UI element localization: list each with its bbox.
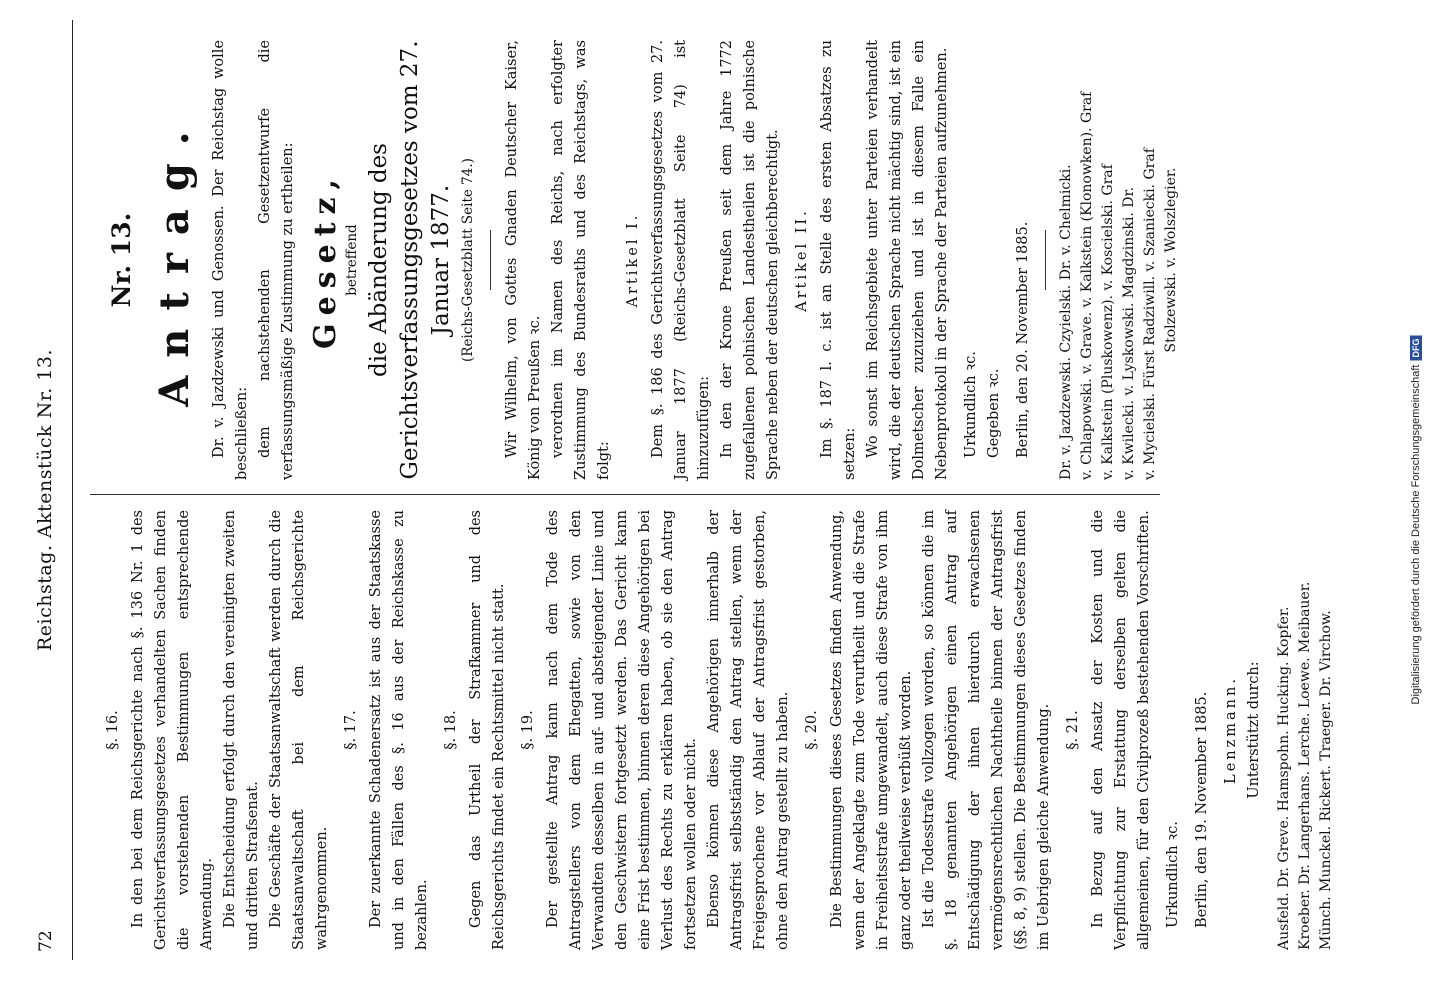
running-title: Reichstag. Aktenstück Nr. 13. bbox=[34, 348, 56, 652]
document-number: Nr. 13. bbox=[107, 212, 136, 308]
section-heading: §. 20. bbox=[804, 710, 820, 750]
gegeben-line: Gegeben ꝛc. bbox=[986, 368, 1002, 458]
paragraph: Gegen das Urtheil der Strafkammer und des Reichsgerichts findet ein Rechtsmittel nicht statt. bbox=[468, 510, 507, 950]
running-header bbox=[30, 0, 70, 1000]
paragraph: Dem §. 186 des Gerichtsverfassungsgesetzes vom 27. Januar 1877 (Reichs-Gesetzblatt Seite 74) ist hinzuzufügen: bbox=[650, 40, 712, 480]
law-title: die Abänderung des Gerichtsverfassungsgesetzes vom 27. Januar 1877. bbox=[366, 40, 454, 480]
section-heading: §. 18. bbox=[443, 710, 459, 750]
names-line: Kroeber. Dr. Langerhans. Lerche. Loewe. Meibauer. bbox=[1297, 581, 1313, 950]
paragraph: Der gestellte Antrag kann nach dem Tode des Antragstellers von dem Ehegatten, sowie von den Verwandten desselben in auf- und absteigender Linie und den Geschwistern fortgesetzt werden. Das Gericht kann eine Frist bestimmen, binnen deren diese Angehörigen bei Verlust des Rechts zu erklären haben, ob sie den Antrag fortsetzen wollen oder nicht. bbox=[545, 510, 699, 950]
article-heading: Artikel II. bbox=[794, 208, 810, 312]
paragraph: Ist die Todesstrafe vollzogen worden, so können die im §. 18 genannten Angehörigen einen Antrag auf Entschädigung der ihnen hierdurch erwachsenen vermögensrechtlichen Nachtheile binnen der Antragsfrist (§§. 8, 9) stellen. Die Bestimmungen dieses Gesetzes finden im Uebrigen gleiche Anwendung. bbox=[921, 510, 1052, 950]
paragraph: Dr. v. Jazdzewski und Genossen. Der Reichstag wolle beschließen: bbox=[211, 40, 250, 480]
names-line: v. Kwilecki. v. Lyskowski. Magdzinski. Dr. bbox=[1121, 186, 1137, 480]
right-column bbox=[96, 40, 1182, 480]
signer-name: Lenzmann. bbox=[1223, 676, 1239, 784]
paragraph: Der zuerkannte Schadenersatz ist aus der Staatskasse und in den Fällen des §. 16 aus der Reichskasse zu bezahlen. bbox=[368, 510, 430, 950]
column-divider bbox=[90, 494, 1160, 495]
paragraph: Ebenso können diese Angehörigen innerhalb der Antragsfrist selbstständig den Antrag stellen, wenn der Freigesprochene vor Ablauf der Antragsfrist gestorben, ohne den Antrag gestellt zu haben. bbox=[706, 510, 791, 950]
page-number: 72 bbox=[36, 930, 56, 952]
paragraph: Die Bestimmungen dieses Gesetzes finden Anwendung, wenn der Angeklagte zum Tode verurtheilt und die Strafe in Freiheitsstrafe umgewandelt, auch diese Strafe von ihm ganz oder theilweise verbüßt worden. bbox=[829, 510, 914, 950]
paragraph: Im §. 187 l. c. ist an Stelle des ersten Absatzes zu setzen: bbox=[819, 40, 858, 480]
header-rule bbox=[72, 20, 73, 960]
supporter-names bbox=[1274, 510, 1337, 950]
names-line: Münch. Munckel. Rickert. Traeger. Dr. Virchow. bbox=[1318, 610, 1334, 950]
paragraph: Die Entscheidung erfolgt durch den vereinigten zweiten und dritten Strafsenat. bbox=[222, 510, 261, 950]
gesetz-heading: Gesetz, bbox=[308, 170, 343, 350]
names-line: Stolzewski. v. Wolszlegier. bbox=[1163, 167, 1179, 353]
paragraph: Wo sonst im Reichsgebiete unter Parteien verhandelt wird, die der deutschen Sprache nicht mächtig sind, ist ein Dolmetscher zuzuziehen und ist in diesem Falle ein Nebenprotokoll in der Sprache der Parteien aufzunehmen. bbox=[865, 40, 950, 480]
paragraph: Wir Wilhelm, von Gottes Gnaden Deutscher Kaiser, König von Preußen ꝛc. bbox=[504, 40, 543, 480]
short-rule bbox=[1045, 230, 1046, 290]
left-column bbox=[96, 510, 1337, 950]
supported-by-label: Unterstützt durch: bbox=[1246, 661, 1262, 799]
article-heading: Artikel I. bbox=[625, 212, 641, 308]
names-line: Ausfeld. Dr. Greve. Hamspohn. Hucking. Kopfer. bbox=[1276, 606, 1292, 950]
paragraph: In Bezug auf den Ansatz der Kosten und die Verpflichtung zur Erstattung derselben gelten die allgemeinen, für den Civilprozeß bestehenden Vorschriften. bbox=[1090, 510, 1152, 950]
names-line: Dr. v. Jazdzewski. Czyielski. Dr. v. Chelmicki. bbox=[1058, 164, 1074, 480]
names-line: v. Mycielski. Fürst Radziwill. v. Szaniecki. Graf bbox=[1142, 148, 1158, 480]
paragraph: Die Geschäfte der Staatsanwaltschaft werden durch die Staatsanwaltschaft bei dem Reichsgerichte wahrgenommen. bbox=[268, 510, 330, 950]
paragraph: verordnen im Namen des Reichs, nach erfolgter Zustimmung des Bundesraths und des Reichstags, was folgt: bbox=[550, 40, 612, 480]
names-line: v. Chlapowski. v. Grave. v. Kalkstein (Klonowken). Graf bbox=[1079, 91, 1095, 480]
digitization-credit bbox=[1410, 336, 1422, 705]
dfg-logo: DFG bbox=[1410, 336, 1422, 361]
urkundlich-line: Urkundlich ꝛc. bbox=[1165, 821, 1181, 928]
credit-text: Digitalisierung gefördert durch die Deutsche Forschungsgemeinschaft bbox=[1410, 364, 1422, 705]
paragraph: In den bei dem Reichsgerichte nach §. 136 Nr. 1 des Gerichtsverfassungsgesetzes verhandelten Sachen finden die vorstehenden Bestimmungen entsprechende Anwendung. bbox=[130, 510, 215, 950]
date-line: Berlin, den 19. November 1885. bbox=[1194, 691, 1210, 928]
signatory-names bbox=[1056, 40, 1182, 480]
section-heading: §. 19. bbox=[520, 710, 536, 750]
gazette-reference: (Reichs-Gesetzblatt Seite 74.) bbox=[460, 158, 476, 362]
antrag-heading: Antrag. bbox=[151, 113, 198, 407]
betreffend-line: betreffend bbox=[344, 224, 360, 296]
section-heading: §. 16. bbox=[105, 710, 121, 750]
paragraph: dem nachstehenden Gesetzentwurfe die verfassungsmäßige Zustimmung zu ertheilen: bbox=[257, 40, 296, 480]
paragraph: In den der Krone Preußen seit dem Jahre 1772 zugefallenen polnischen Landestheilen ist die polnische Sprache neben der deutschen gleichberechtigt. bbox=[719, 40, 781, 480]
section-heading: §. 21. bbox=[1065, 710, 1081, 750]
digitization-credit-bar bbox=[1400, 0, 1432, 1000]
urkundlich-line: Urkundlich ꝛc. bbox=[963, 351, 979, 458]
date-line: Berlin, den 20. November 1885. bbox=[1015, 221, 1031, 458]
short-rule bbox=[490, 230, 491, 290]
section-heading: §. 17. bbox=[343, 710, 359, 750]
names-line: v. Kalkstein (Pluskowenz). v. Koscielski. Graf bbox=[1100, 164, 1116, 480]
